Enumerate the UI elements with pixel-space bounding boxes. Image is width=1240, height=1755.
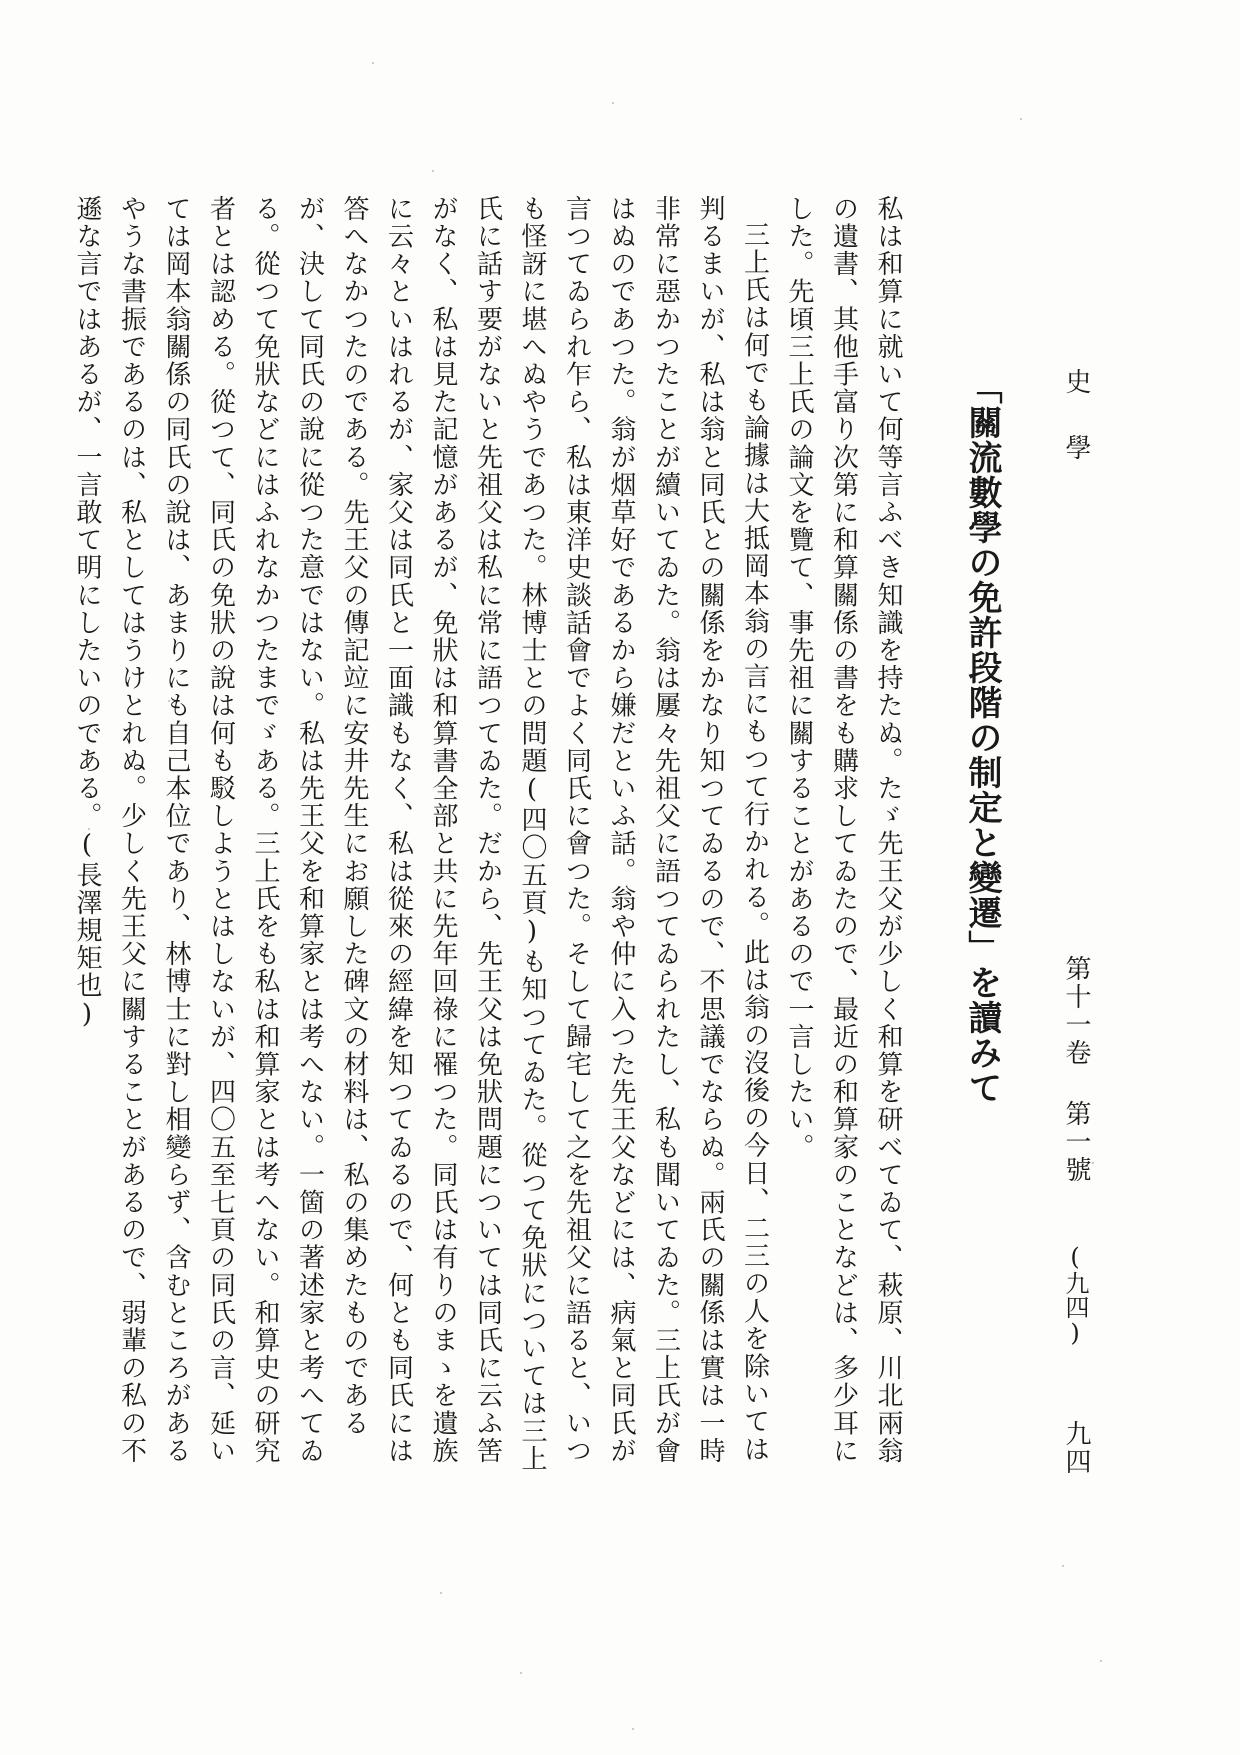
scan-speck (520, 1672, 522, 1674)
paragraph: 私は和算に就いて何等言ふべき知識を持たぬ。たゞ先王父が少しく和算を研べてゐて、萩原、川北兩翁の遺書、其他手富り次第に和算關係の書をも購求してゐたので、最近の和算家のことなどは、多少耳にした。先頃三上氏の論文を覽て、事先祖に關することがあるので一言したい。 (784, 195, 903, 1465)
scan-speck (632, 1728, 634, 1730)
scan-speck (1062, 1565, 1064, 1567)
article-body (72, 195, 910, 1485)
paragraph: 三上氏は何でも論據は大抵岡本翁の言にもつて行かれる。此は翁の沒後の今日、二三の人を除いては判るまいが、私は翁と同氏との關係をかなり知つてゐるので、不思議でならぬ。兩氏の關係は實は一時非常に惡かつたことが續いてゐた。翁は屢々先祖父に語つてゐられたし、私も聞いてゐた。三上氏が會はぬのであつた。翁が烟草好であるから嫌だといふ話。翁や仲に入つた先王父などには、病氣と同氏が言つてゐられ乍ら、私は東洋史談話會でよく同氏に會つた。そして歸宅して之を先祖父に語ると、いつも怪訝に堪へぬやうであつた。林博士との問題(四〇五頁)も知つてゐた。從つて免狀については三上氏に話す要がないと先祖父は私に常に語つてゐた。だから、先王父は免狀問題については同氏に云ふ筈がなく、私は見た記憶があるが、免狀は和算書全部と共に先年回祿に罹つた。同氏は有りのまゝを遺族に云々といはれるが、家父は同氏と一面識もなく、私は從來の經緯を知つてゐるので、何とも同氏には答へなかつたのである。先王父の傳記竝に安井先生にお願した碑文の材料は、私の集めたものであるが、決して同氏の說に從つた意ではない。私は先王父を和算家とは考へない。一箇の著述家と考へてゐる。從つて免狀などにはふれなかつたまでゞある。三上氏をも私は和算家とは考へない。和算史の研究者とは認める。從つて、同氏の免狀の說は何も駁しようとはしないが、四〇五至七頁の同氏の言、延いては岡本翁關係の同氏の說は、あまりにも自己本位であり、林博士に對し相變らず、含むところがあるやうな書振であるのは、私としてはうけとれぬ。少しく先王父に關することがあるので、弱輩の私の不遜な言ではあるが、一言敢て明にしたいのである。(長澤規矩也) (72, 195, 770, 1473)
scan-speck (372, 62, 374, 64)
scan-speck (612, 102, 614, 104)
scan-speck (1020, 118, 1022, 120)
article-text (72, 195, 910, 1485)
scan-speck (432, 170, 434, 172)
scan-speck (1100, 1660, 1102, 1662)
running-head-volume: 第十一卷 (1061, 955, 1091, 1067)
scan-speck (440, 1592, 442, 1594)
article-title: 「關流數學の免許段階の制定と變遷」を讀みて (962, 370, 1002, 1105)
running-head-page-paren: (九四) (1061, 1243, 1089, 1347)
running-head-page-number: 九四 (1061, 1420, 1091, 1476)
running-head-issue: 第一號 (1061, 1100, 1091, 1184)
running-head-journal: 史學 (1061, 368, 1091, 500)
